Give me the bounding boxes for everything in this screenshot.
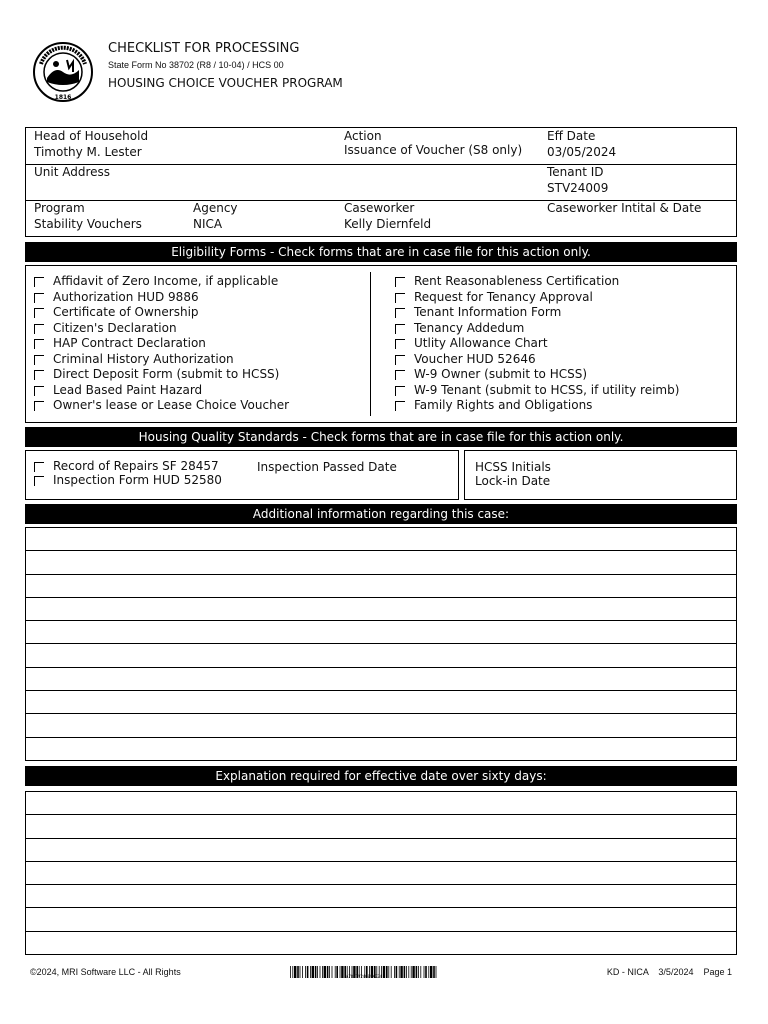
lockin-date-label: Lock-in Date <box>475 474 551 488</box>
checkbox[interactable] <box>395 370 405 380</box>
tenant-id-label: Tenant ID <box>547 165 604 179</box>
checklist-item[interactable] <box>34 398 354 414</box>
checkbox[interactable] <box>395 355 405 365</box>
checkbox[interactable] <box>395 277 405 287</box>
head-of-household-value: Timothy M. Lester <box>34 145 142 159</box>
footer-page-info: KD - NICA 3/5/2024 Page 1 <box>606 967 732 977</box>
checkbox[interactable] <box>34 308 44 318</box>
writing-line[interactable] <box>26 668 736 691</box>
writing-line[interactable] <box>26 598 736 621</box>
writing-line[interactable] <box>26 815 736 838</box>
writing-line[interactable] <box>26 839 736 862</box>
eff-date-value: 03/05/2024 <box>547 145 617 159</box>
checklist-item-label: Family Rights and Obligations <box>414 398 593 413</box>
agency-label: Agency <box>193 201 238 215</box>
additional-info-heading: Additional information regarding this case: <box>25 504 737 524</box>
checkbox[interactable] <box>34 370 44 380</box>
state-seal <box>33 42 93 102</box>
checklist-item-label: Request for Tenancy Approval <box>414 289 593 304</box>
agency-value: NICA <box>193 217 223 231</box>
checklist-item[interactable] <box>395 274 735 290</box>
checklist-item-label: Owner's lease or Lease Choice Voucher <box>53 398 290 413</box>
checkbox[interactable] <box>395 293 405 303</box>
checklist-item[interactable] <box>395 367 735 383</box>
unit-address-label: Unit Address <box>34 165 111 179</box>
writing-line[interactable] <box>26 575 736 598</box>
checklist-item-label: W-9 Owner (submit to HCSS) <box>414 367 588 382</box>
checklist-item-label: Record of Repairs SF 28457 <box>53 458 219 473</box>
checklist-item-label: HAP Contract Declaration <box>53 336 206 351</box>
tenant-id-value: STV24009 <box>547 181 609 195</box>
eligibility-left-list <box>34 274 354 414</box>
writing-line[interactable] <box>26 932 736 955</box>
checkbox[interactable] <box>395 339 405 349</box>
checklist-item[interactable] <box>34 321 354 337</box>
checklist-item[interactable] <box>34 352 354 368</box>
checkbox[interactable] <box>34 386 44 396</box>
eligibility-right-list <box>395 274 735 414</box>
checklist-item[interactable] <box>395 305 735 321</box>
checklist-item-label: Lead Based Paint Hazard <box>53 382 203 397</box>
checklist-item-label: W-9 Tenant (submit to HCSS, if utility reimb) <box>414 382 680 397</box>
svg-text:1816: 1816 <box>54 94 72 101</box>
checkbox[interactable] <box>34 355 44 365</box>
checkbox[interactable] <box>34 462 44 472</box>
writing-line[interactable] <box>26 862 736 885</box>
checklist-item[interactable] <box>34 336 354 352</box>
checklist-item[interactable] <box>34 383 354 399</box>
checklist-item-label: Rent Reasonableness Certification <box>414 274 620 289</box>
checkbox[interactable] <box>34 293 44 303</box>
form-number: State Form No 38702 (R8 / 10-04) / HCS 00 <box>108 60 284 70</box>
checklist-item[interactable] <box>34 367 354 383</box>
checklist-item[interactable] <box>34 290 354 306</box>
checklist-item-label: Criminal History Authorization <box>53 351 234 366</box>
action-label: Action <box>344 129 382 143</box>
hqs-heading: Housing Quality Standards - Check forms that are in case file for this action only. <box>25 427 737 447</box>
checklist-item-label: Direct Deposit Form (submit to HCSS) <box>53 367 280 382</box>
writing-line[interactable] <box>26 714 736 737</box>
program-value: Stability Vouchers <box>34 217 142 231</box>
explanation-heading: Explanation required for effective date over sixty days: <box>25 766 737 786</box>
explanation-lines[interactable] <box>25 791 737 955</box>
additional-info-lines[interactable] <box>25 527 737 761</box>
checkbox[interactable] <box>395 308 405 318</box>
checklist-item[interactable] <box>395 336 735 352</box>
head-of-household-label: Head of Household <box>34 129 149 143</box>
writing-line[interactable] <box>26 885 736 908</box>
checkbox[interactable] <box>34 339 44 349</box>
writing-line[interactable] <box>26 908 736 931</box>
checkbox[interactable] <box>395 401 405 411</box>
writing-line[interactable] <box>26 551 736 574</box>
hcss-initials-label: HCSS Initials <box>475 460 551 474</box>
checklist-item[interactable] <box>395 290 735 306</box>
program-name: HOUSING CHOICE VOUCHER PROGRAM <box>108 76 343 90</box>
checkbox[interactable] <box>34 324 44 334</box>
checklist-item-label: Tenant Information Form <box>414 305 562 320</box>
checklist-item[interactable] <box>395 383 735 399</box>
checklist-item[interactable] <box>395 398 735 414</box>
form-title: CHECKLIST FOR PROCESSING <box>108 41 300 56</box>
checklist-item-label: Affidavit of Zero Income, if applicable <box>53 274 279 289</box>
checklist-item[interactable] <box>34 305 354 321</box>
writing-line[interactable] <box>26 792 736 815</box>
program-label: Program <box>34 201 85 215</box>
checklist-item-label: Voucher HUD 52646 <box>414 351 536 366</box>
checklist-item-label: Citizen's Declaration <box>53 320 177 335</box>
checkbox[interactable] <box>34 277 44 287</box>
checklist-item-label: Certificate of Ownership <box>53 305 199 320</box>
checklist-item-label: Authorization HUD 9886 <box>53 289 199 304</box>
checkbox[interactable] <box>34 476 44 486</box>
checklist-item[interactable] <box>395 352 735 368</box>
hqs-list <box>34 459 254 487</box>
writing-line[interactable] <box>26 691 736 714</box>
caseworker-value: Kelly Diernfeld <box>344 217 432 231</box>
checkbox[interactable] <box>395 324 405 334</box>
writing-line[interactable] <box>26 738 736 761</box>
eligibility-heading: Eligibility Forms - Check forms that are in case file for this action only. <box>25 242 737 262</box>
checklist-item-label: Utlity Allowance Chart <box>414 336 548 351</box>
action-value: Issuance of Voucher (S8 only) <box>344 143 523 157</box>
barcode-text: A78STV24009K024 <box>345 974 383 979</box>
caseworker-initial-label: Caseworker Intital & Date <box>547 201 702 215</box>
checklist-item[interactable] <box>34 459 254 473</box>
footer-copyright: ©2024, MRI Software LLC - All Rights <box>30 967 181 977</box>
eff-date-label: Eff Date <box>547 129 596 143</box>
checkbox[interactable] <box>34 401 44 411</box>
checklist-item-label: Tenancy Addedum <box>414 320 525 335</box>
checklist-item[interactable] <box>34 473 254 487</box>
checklist-item[interactable] <box>395 321 735 337</box>
checkbox[interactable] <box>395 386 405 396</box>
writing-line[interactable] <box>26 621 736 644</box>
writing-line[interactable] <box>26 644 736 667</box>
caseworker-label: Caseworker <box>344 201 415 215</box>
writing-line[interactable] <box>26 528 736 551</box>
inspection-passed-date-label: Inspection Passed Date <box>257 460 397 474</box>
checklist-item[interactable] <box>34 274 354 290</box>
checklist-item-label: Inspection Form HUD 52580 <box>53 472 222 487</box>
